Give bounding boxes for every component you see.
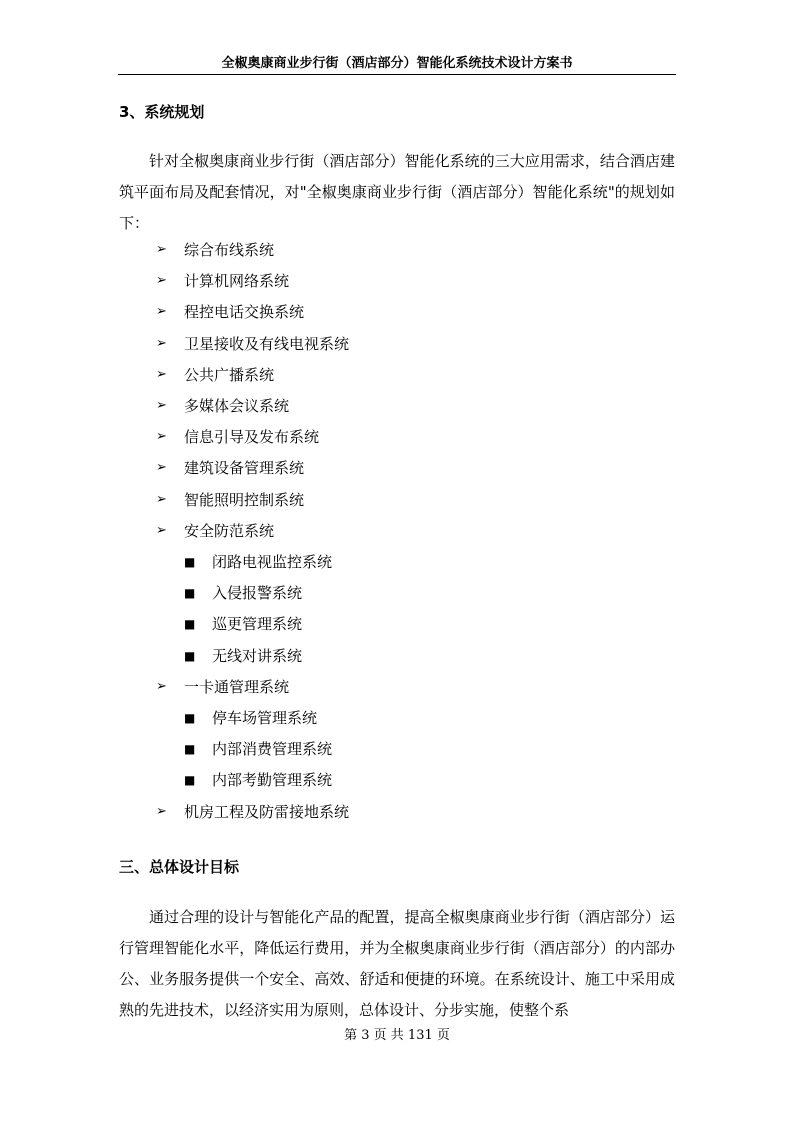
plan-item-label: 内部消费管理系统 xyxy=(212,740,333,759)
square-bullet-icon: ■ xyxy=(184,586,196,601)
arrow-bullet-icon: ➢ xyxy=(156,678,167,694)
arrow-bullet-icon: ➢ xyxy=(156,429,167,445)
arrow-bullet-icon: ➢ xyxy=(156,803,167,819)
plan-item-label: 闭路电视监控系统 xyxy=(212,553,333,571)
arrow-bullet-icon: ➢ xyxy=(156,335,167,351)
square-bullet-icon: ■ xyxy=(184,742,196,757)
section-heading-system-planning: 3、系统规划 xyxy=(119,103,205,121)
plan-item-label: 机房工程及防雷接地系统 xyxy=(184,802,350,821)
square-bullet-icon: ■ xyxy=(184,773,196,788)
system-planning-intro-text: 针对全椒奥康商业步行街（酒店部分）智能化系统的三大应用需求，结合酒店建筑平面布局及配套情况，对"全椒奥康商业步行街（酒店部分）智能化系统"的规划如下： xyxy=(119,152,675,232)
plan-item-label: 入侵报警系统 xyxy=(212,584,303,603)
overall-goal-text: 通过合理的设计与智能化产品的配置，提高全椒奥康商业步行街（酒店部分）运行管理智能化水平，降低运行费用，并为全椒奥康商业步行街（酒店部分）的内部办公、业务服务提供一个安全、高效、舒适和便捷的环境。在系统设计、施工中采用成熟的先进技术，以经济实用为原则，总体设计、分步实施，使整个系 xyxy=(119,908,675,1019)
plan-item-label: 卫星接收及有线电视系统 xyxy=(184,334,350,353)
header-divider xyxy=(118,74,676,75)
arrow-bullet-icon: ➢ xyxy=(156,304,167,320)
arrow-bullet-icon: ➢ xyxy=(156,491,167,507)
plan-item-label: 停车场管理系统 xyxy=(212,709,318,727)
section-heading-overall-goal: 三、总体设计目标 xyxy=(119,858,240,876)
plan-item-label: 智能照明控制系统 xyxy=(184,490,305,509)
plan-item-label: 综合布线系统 xyxy=(184,241,275,259)
arrow-bullet-icon: ➢ xyxy=(156,242,167,257)
plan-item-label: 安全防范系统 xyxy=(184,521,275,540)
plan-item-label: 程控电话交换系统 xyxy=(184,303,305,322)
square-bullet-icon: ■ xyxy=(184,648,196,663)
square-bullet-icon: ■ xyxy=(184,555,196,569)
system-planning-intro xyxy=(119,146,675,239)
document-header-title: 全椒奥康商业步行街（酒店部分）智能化系统技术设计方案书 xyxy=(221,56,573,71)
overall-goal-paragraph xyxy=(119,902,675,1026)
arrow-bullet-icon: ➢ xyxy=(156,366,167,382)
plan-item-label: 建筑设备管理系统 xyxy=(184,459,305,478)
arrow-bullet-icon: ➢ xyxy=(156,522,167,538)
plan-item-label: 巡更管理系统 xyxy=(212,615,303,634)
square-bullet-icon: ■ xyxy=(184,711,196,725)
plan-item-label: 一卡通管理系统 xyxy=(184,677,290,696)
arrow-bullet-icon: ➢ xyxy=(156,273,167,289)
plan-item-label: 公共广播系统 xyxy=(184,365,275,384)
plan-item-label: 多媒体会议系统 xyxy=(184,397,290,415)
plan-item-label: 内部考勤管理系统 xyxy=(212,771,333,790)
square-bullet-icon: ■ xyxy=(184,617,196,632)
arrow-bullet-icon: ➢ xyxy=(156,460,167,476)
plan-item-label: 无线对讲系统 xyxy=(212,646,303,665)
arrow-bullet-icon: ➢ xyxy=(156,398,167,413)
plan-item-label: 信息引导及发布系统 xyxy=(184,428,320,447)
plan-item-label: 计算机网络系统 xyxy=(184,272,290,291)
page-footer: 第 3 页 共 131 页 xyxy=(344,1028,450,1043)
